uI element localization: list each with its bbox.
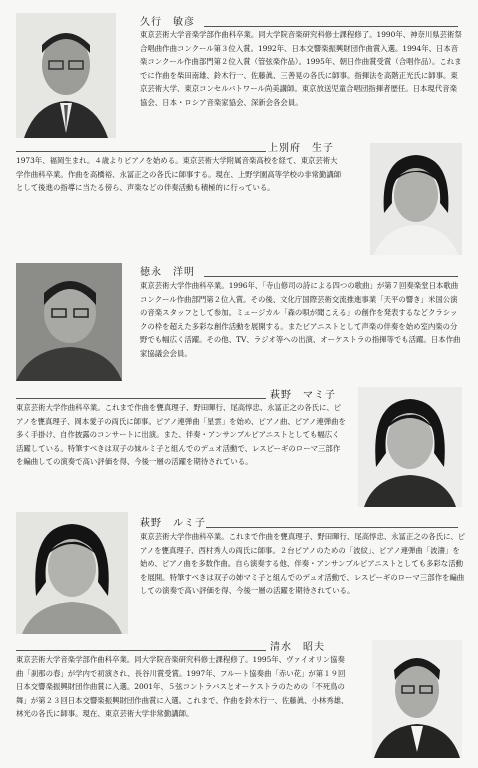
profile-bio: 東京芸術大学音楽学部作曲科卒業。同大学院音楽研究科修士課程修了。1995年、ヴァイオリン協奏曲「刹那の春」が学内で初演され、長谷川賞受賞。1997年、フルート協奏曲「赤い花」が第１９回日本交響楽振興財団作曲賞に入選。2001年、５弦コントラバスとオーケストラのための「不死鳥の舞」が第２３回日本交響楽振興財団作曲賞に入選。これまで、作曲を鈴木行一、佐藤眞、小林秀雄、林光の各氏に師事。現在、東京芸術大学非常勤講師。: [16, 655, 349, 718]
profile-name: 萩野 ルミ子: [140, 518, 206, 529]
name-rule: [16, 151, 266, 152]
profile-name: 萩野 マミ子: [270, 390, 336, 401]
name-rule: [204, 276, 458, 277]
profile-name: 清水 昭夫: [270, 642, 325, 653]
portrait-photo: [16, 13, 116, 138]
profile-name: 上別府 生子: [268, 143, 334, 154]
portrait-photo: [370, 143, 462, 255]
profile-bio: 東京芸術大学作曲科卒業。これまで作曲を甕真理子、野田暉行、尾高惇忠、永冨正之の各氏に、ピアノを甕真理子、岡本愛子の両氏に師事。ピアノ連弾曲「星雲」を始め、ピアノ曲、ピアノ連弾曲を多く手掛け、自作披露のコンサートに出演。また、伴奏・アンサンブルピアニストとしても幅広く活躍している。特筆すべきは双子の妹ルミ子と組んでのデュオ活動で、レスピーギのローマ三部作を編曲しての演奏で高い評価を得、今後一層の活躍を期待されている。: [16, 403, 346, 466]
profile-bio: 東京芸術大学作曲科卒業。1996年、「寺山修司の詩による四つの歌曲」が第７回奏楽堂日本歌曲コンクール作曲部門第２位入賞。その後、文化庁国際芸術交流推進事業「天平の響き」米国公演の音楽スタッフとして参加。ミュージカル「森の唄が聞こえる」の創作を発表するなどクラシックの枠を超えた多彩な創作活動を展開する。またピアニストとして声楽の伴奏を始め室内楽の分野でも幅広く活躍。その他、TV、ラジオ等への出演、オーケストラの指揮等でも活躍。日本作曲家協議会会員。: [140, 281, 461, 358]
name-rule: [16, 650, 266, 651]
profile-name: 久行 敏彦: [140, 17, 195, 28]
name-rule: [16, 398, 266, 399]
portrait-photo: [16, 263, 122, 381]
portrait-photo: [16, 512, 128, 634]
profile-bio: 東京芸術大学作曲科卒業。これまで作曲を甕真理子、野田暉行、尾高惇忠、永冨正之の各氏に、ピアノを甕真理子、西村秀人の両氏に師事。２台ピアノのための「波紋」、ピアノ連弾曲「波濤」を始め、ピアノ曲を多数作曲。自ら演奏する他、伴奏・アンサンブルピアニストとしても多彩な活動を展開。特筆すべきは双子の姉マミ子と組んでのデュオ活動で、レスピーギのローマ三部作を編曲しての演奏で高い評価を得、今後一層の活躍を期待されている。: [140, 532, 466, 595]
portrait-photo: [372, 640, 462, 758]
profile-bio: 1973年、福岡生まれ。４歳よりピアノを始める。東京芸術大学附属音楽高校を経て、東京芸術大学作曲科卒業。作曲を高橋裕、永冨正之の各氏に師事する。現在、上野学園高等学校の非常勤講師として後進の指導に当たる傍ら、声楽などの伴奏活動も積極的に行っている。: [16, 156, 342, 192]
name-rule: [204, 26, 458, 27]
name-rule: [206, 527, 458, 528]
profile-bio: 東京芸術大学音楽学部作曲科卒業。同大学院音楽研究科修士課程修了。1990年、神奈川県芸術祭合唱曲作曲コンクール第３位入賞。1992年、日本交響楽振興財団作曲賞入選。1994年、日本音楽コンクール作曲部門第２位入賞（管弦楽作品）。1995年、朝日作曲賞受賞（合唱作品）。これまでに作曲を柴田南雄、鈴木行一、佐藤眞、三善晃の各氏に師事。指揮法を高階正光氏に師事。東京芸術大学、東京コンセルバトワール尚美講師。東京放送児童合唱団指揮者歴任。日本現代音楽協会、日本・ロシア音楽家協会、深新会各会員。: [140, 30, 462, 107]
profile-name: 徳永 洋明: [140, 267, 195, 278]
portrait-photo: [358, 387, 462, 507]
